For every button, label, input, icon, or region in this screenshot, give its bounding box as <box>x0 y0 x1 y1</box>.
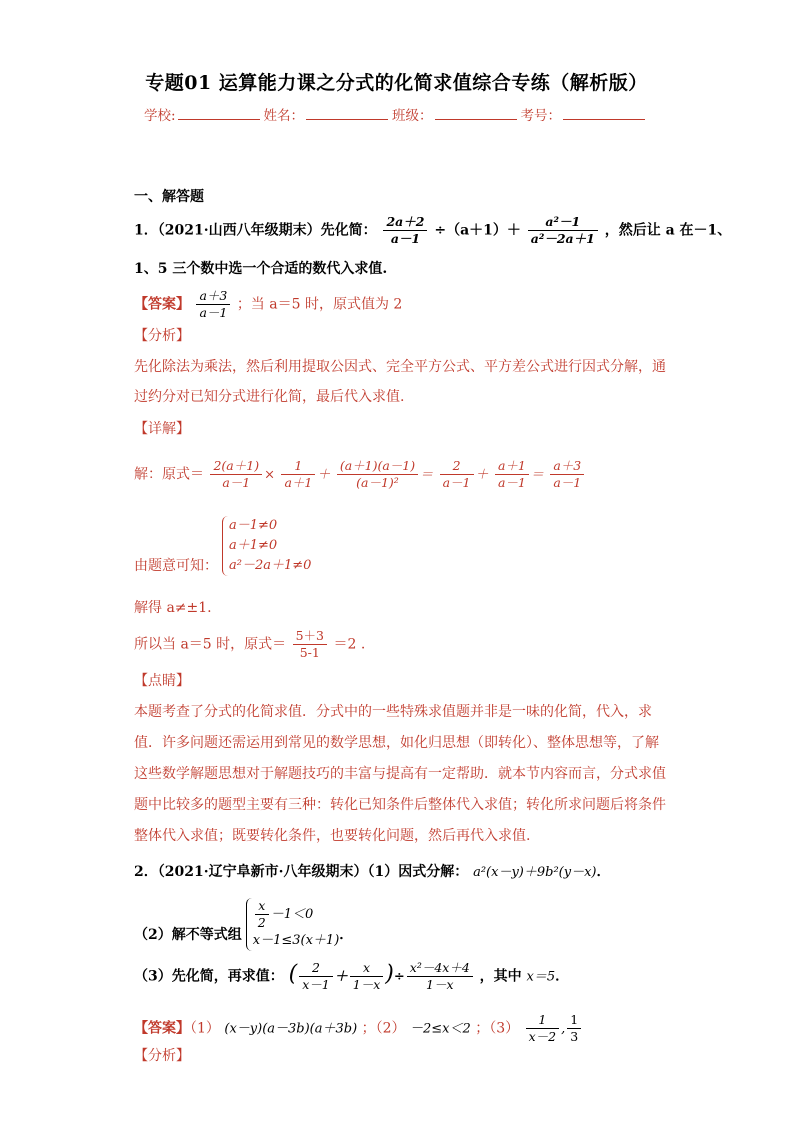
school-blank[interactable] <box>178 106 260 120</box>
q2-lead: 2．（2021·辽宁阜新市·八年级期末）（1）因式分解： <box>134 864 469 880</box>
ineq1-num: x <box>255 898 269 915</box>
q1-comment-tag: 【点睛】 <box>134 673 190 689</box>
detail-frac-4: $\frac{2}{a-1}$ <box>440 458 474 491</box>
detail-frac-5: $\frac{a+1}{a-1}$ <box>495 458 529 491</box>
q2-ans3-frac2: $\frac{1}{3}$ <box>567 1012 581 1045</box>
q1-mid: ÷（a＋1）＋ <box>434 222 521 239</box>
q2-p3-lead: （3）先化简，再求值： <box>134 968 284 985</box>
q1-frac-1: $\frac{2a+2}{a-1}$ <box>383 214 427 247</box>
p3-frac-1: $\frac{2}{x-1}$ <box>299 960 333 993</box>
number-label: 考号： <box>520 108 562 124</box>
q1-tail: ，然后让 a 在－1、 <box>604 222 732 239</box>
detail-frac-3: $\frac{(a+1)(a-1)}{\text{(a－1)²}}$ <box>337 458 418 491</box>
q1-answer-frac: $\frac{a+3}{a-1}$ <box>196 288 230 321</box>
sub-lead: 所以当 a＝5 时，原式＝ <box>134 636 287 653</box>
cond-3: a²－2a＋1≠0 <box>229 558 312 573</box>
q1-frac-2: $\frac{\text{a²－1}}{\text{a²－2a＋1}}$ <box>528 214 598 247</box>
q1-comment-line4: 题中比较多的题型主要有三种：转化已知条件后整体代入求值；转化所求问题后将条件 <box>134 797 666 813</box>
q1-line2: 1、5 三个数中选一个合适的数代入求值. <box>134 261 388 277</box>
section-heading: 一、解答题 <box>134 189 204 205</box>
cond-brace <box>222 516 311 576</box>
detail-lead: 解：原式＝ <box>134 466 204 483</box>
student-info-line <box>0 104 793 124</box>
q2-p2-lead: （2）解不等式组 <box>134 926 242 943</box>
q2-part1: 2．（2021·辽宁阜新市·八年级期末）（1）因式分解： a²(x－y)＋9b²(y－x)． <box>134 864 611 880</box>
school-label: 学校: <box>143 108 176 124</box>
q2-answer <box>134 1012 583 1045</box>
name-blank[interactable] <box>306 106 388 120</box>
sub-tail: ＝2 . <box>333 636 366 653</box>
q1-substitute <box>134 628 365 661</box>
q1-detail-equation: 解：原式＝ $\frac{2(a+1)}{a-1}$ × $\frac{1}{a+1}$ ＋ $\frac{(a+1)(a-1)}{\text{(a－1)²}}$ ＝ $\frac{2}{a-1}$ ＋ $\frac{a+1}{a-1}$ ＝ $\frac{a+3}{a-1}$ <box>134 458 586 491</box>
class-blank[interactable] <box>435 106 517 120</box>
q2-ans3-frac1: $\frac{1}{x-2}$ <box>526 1012 560 1045</box>
q2-ineq-brace <box>246 898 340 951</box>
p3-frac-3: $\frac{\text{x²－4x＋4}}{1-x}$ <box>407 960 473 993</box>
q1-conditions <box>134 516 311 576</box>
q2-ans1-expr: (x－y)(a－3b)(a＋3b) <box>224 1021 358 1037</box>
q2-answer-tag: 【答案】 <box>134 1020 190 1037</box>
q1-statement <box>134 214 731 247</box>
answer-tag: 【答案】 <box>134 296 190 313</box>
q1-comment-line3: 这些数学解题思想对于解题技巧的丰富与提高有一定帮助．就本节内容而言，分式求值 <box>134 766 666 782</box>
name-label: 姓名： <box>263 108 305 124</box>
q2-ans2-label: ；（2） <box>361 1020 406 1037</box>
detail-frac-2: $\frac{1}{a+1}$ <box>281 458 315 491</box>
q2-analysis-tag: 【分析】 <box>134 1048 190 1064</box>
p3-frac-2: $\frac{x}{1-x}$ <box>350 960 384 993</box>
p3-tail: ，其中 <box>479 968 522 985</box>
q1-analysis-line2: 过约分对已知分式进行化简，最后代入求值. <box>134 389 405 405</box>
q1-answer-text: ；当 a＝5 时，原式值为 2 <box>236 296 403 313</box>
page-title: 专题01 运算能力课之分式的化简求值综合专练（解析版） <box>145 72 648 94</box>
q1-analysis-tag: 【分析】 <box>134 328 190 344</box>
q1-lead: 1．（2021·山西八年级期末）先化简： <box>134 222 377 239</box>
q2-part2: （2）解不等式组 $\frac{x}{2}$ －1＜0 x－1≤3(x＋1) ． <box>134 898 353 951</box>
cond-1: a－1≠0 <box>229 518 278 533</box>
cond-lead: 由题意可知： <box>134 558 218 574</box>
q2-expr1: a²(x－y)＋9b²(y－x) <box>473 865 597 880</box>
ineq1-den: 2 <box>257 915 266 930</box>
sub-frac: $\frac{5+3}{5-1}$ <box>293 628 327 661</box>
q1-answer <box>134 288 402 321</box>
class-label: 班级： <box>392 108 433 124</box>
q1-solve: 解得 a≠±1. <box>134 600 212 616</box>
ineq1-tail: －1＜0 <box>270 907 314 922</box>
detail-frac-1: $\frac{2(a+1)}{a-1}$ <box>210 458 262 491</box>
q1-detail-tag: 【详解】 <box>134 421 190 437</box>
detail-frac-6: $\frac{a+3}{a-1}$ <box>550 458 584 491</box>
q2-ans3-comma: , <box>561 1021 566 1037</box>
q2-ans3-label: ；（3） <box>475 1020 520 1037</box>
q2-part3: （3）先化简，再求值： ( $\frac{2}{x-1}$ ＋ $\frac{x}{1-x}$ )÷ $\frac{\text{x²－4x＋4}}{1-x}$ ，其中 x＝5． <box>134 960 570 992</box>
ineq2: x－1≤3(x＋1) <box>252 933 340 948</box>
q1-comment-line5: 整体代入求值；既要转化条件，也要转化问题，然后再代入求值. <box>134 828 531 844</box>
q1-comment-line2: 值．许多问题还需运用到常见的数学思想，如化归思想（即转化）、整体思想等，了解 <box>134 735 659 751</box>
cond-2: a＋1≠0 <box>229 538 278 553</box>
q1-comment-line1: 本题考查了分式的化简求值．分式中的一些特殊求值题并非是一味的化简，代入，求 <box>134 704 652 720</box>
q2-ans2-expr: －2≤x＜2 <box>410 1021 471 1037</box>
number-blank[interactable] <box>563 106 645 120</box>
q1-analysis-line1: 先化除法为乘法，然后利用提取公因式、完全平方公式、平方差公式进行因式分解，通 <box>134 359 666 375</box>
q2-ans1-label: （1） <box>190 1020 220 1037</box>
p3-value: x＝5 <box>526 969 556 985</box>
